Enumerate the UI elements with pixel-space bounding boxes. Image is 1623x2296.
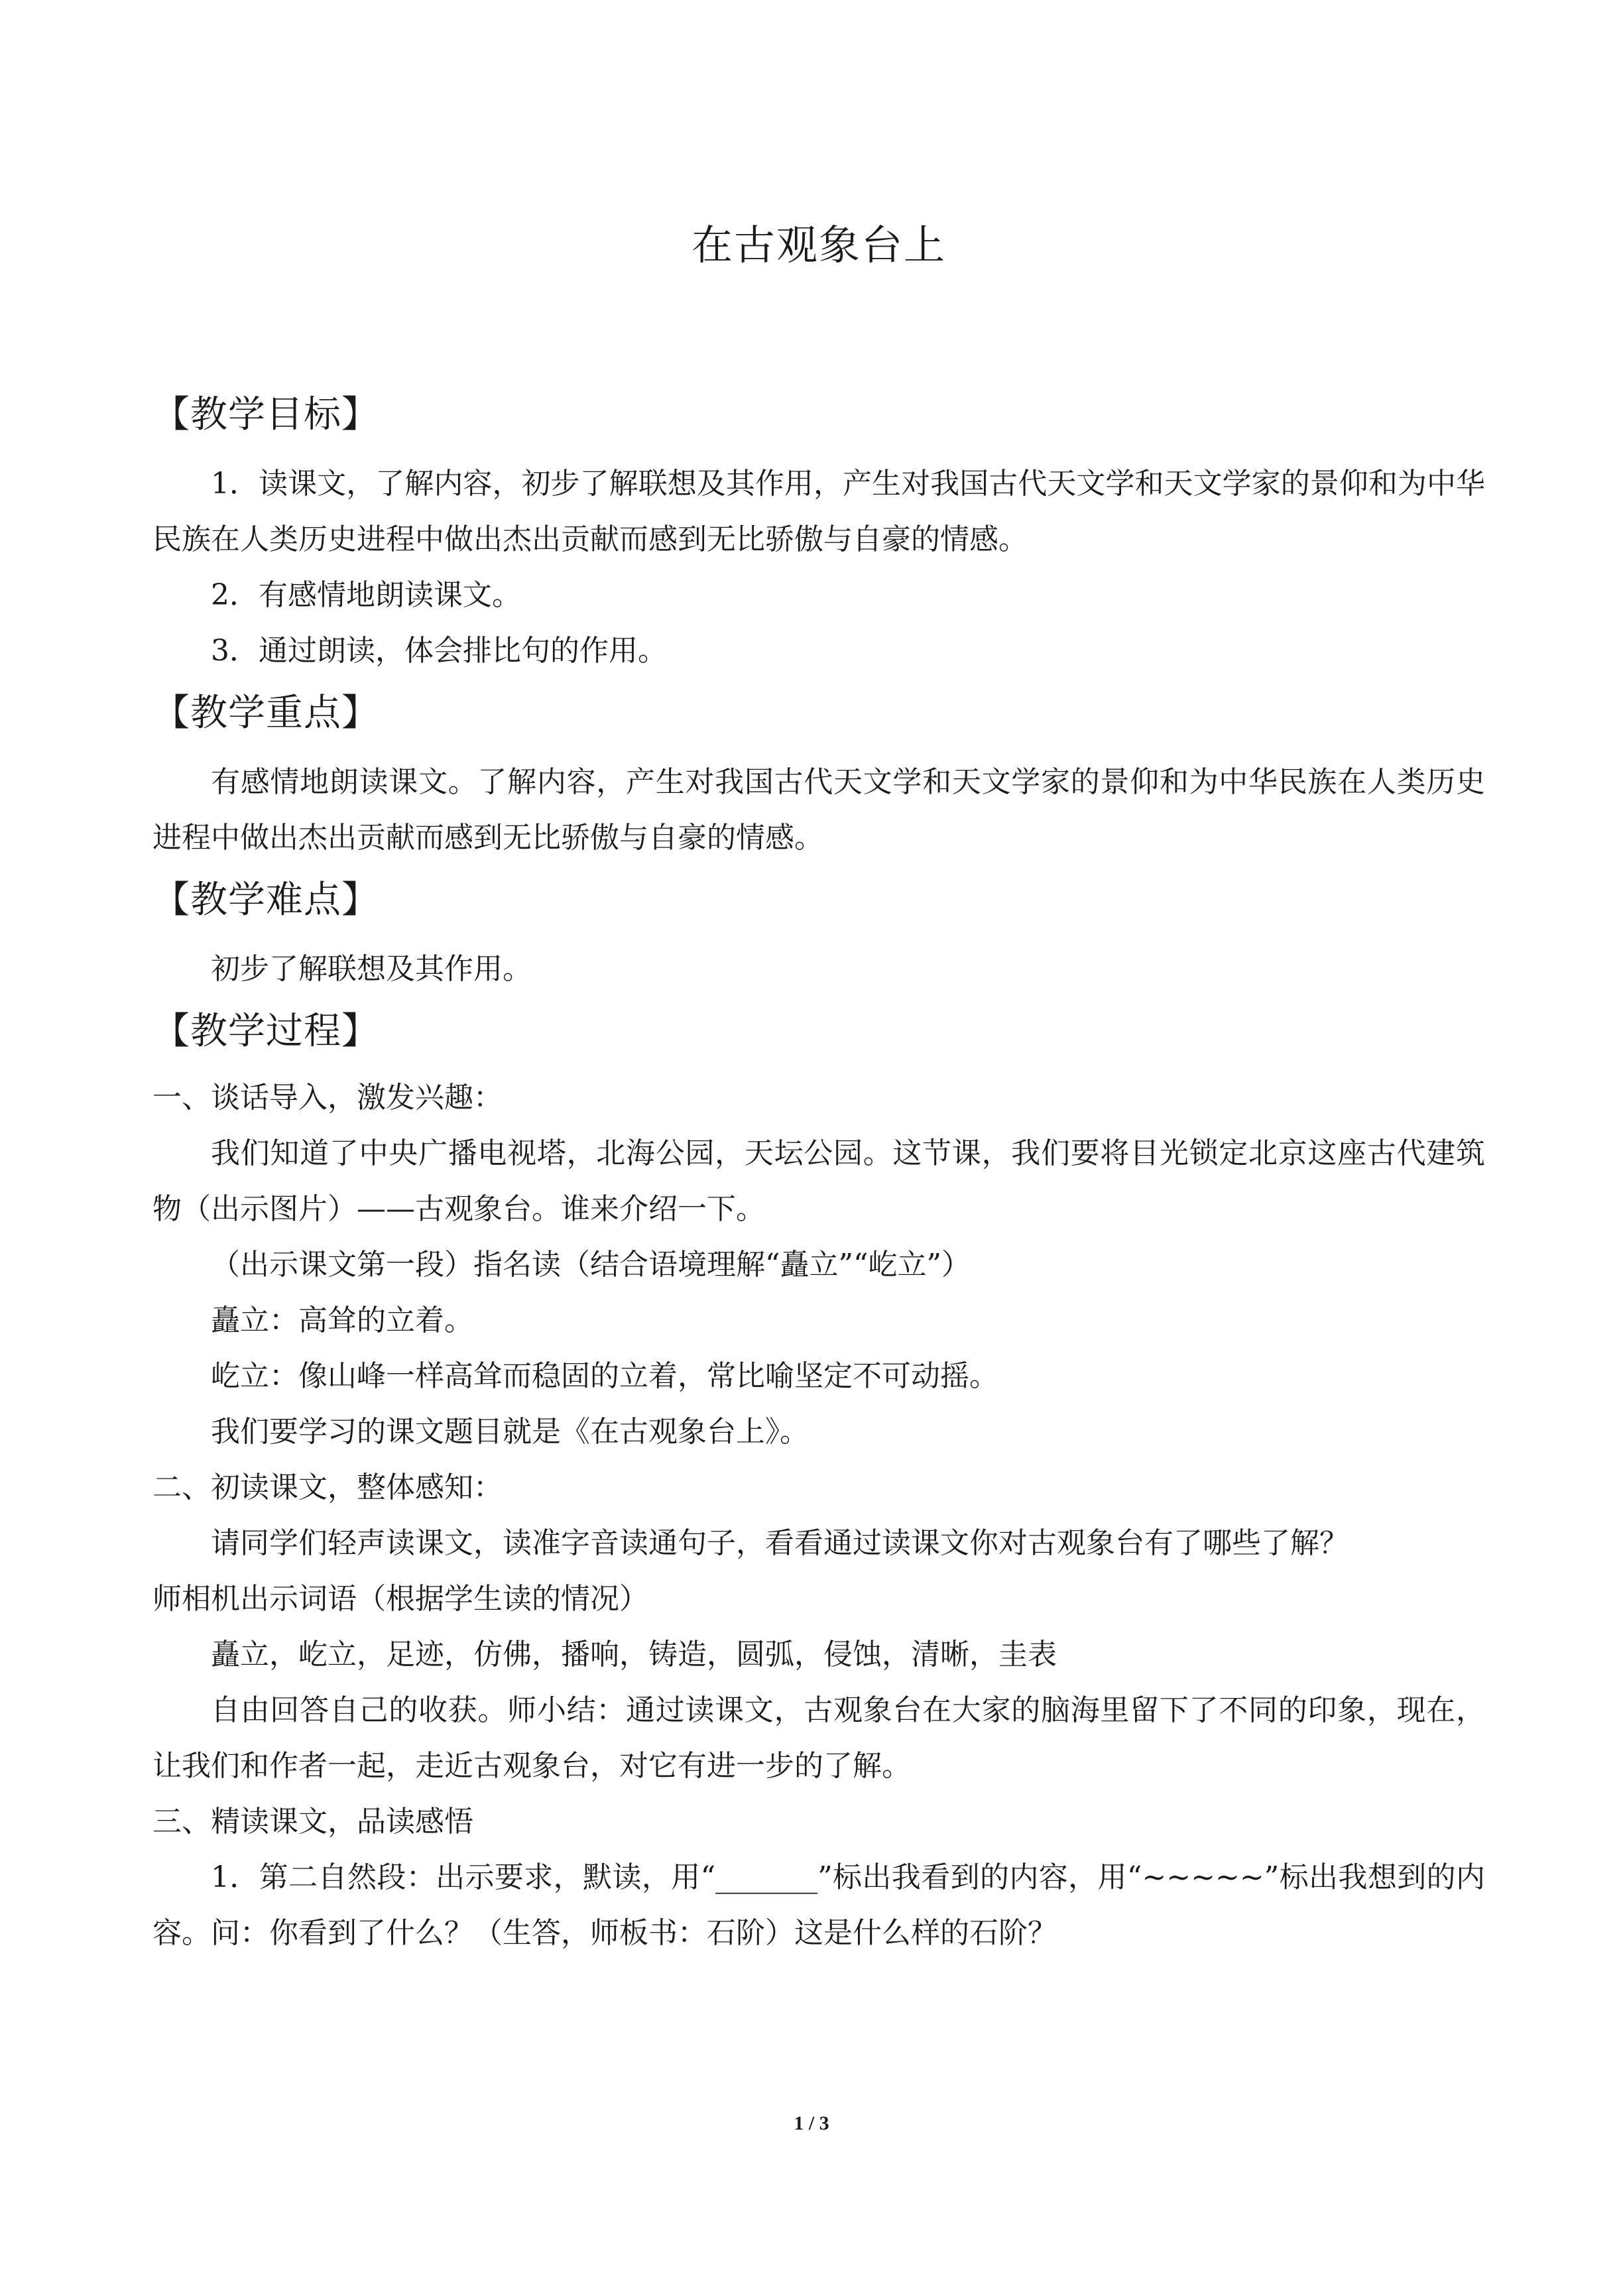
process-part-title: 一、谈话导入，激发兴趣：: [152, 1081, 503, 1115]
process-paragraph: 屹立：像山峰一样高耸而稳固的立着，常比喻坚定不可动摇。: [211, 1359, 998, 1393]
section-heading-key-points: 【教学重点】: [152, 692, 379, 735]
page-number: 1 / 3: [794, 2112, 829, 2134]
process-paragraph: 师相机出示词语（根据学生读的情况）: [152, 1582, 648, 1616]
process-paragraph: 自由回答自己的收获。师小结：通过读课文，古观象台在大家的脑海里留下了不同的印象，现在，让我们和作者一起，走近古观象台，对它有进一步的了解。: [152, 1693, 1485, 1783]
document-body: [152, 381, 1485, 1961]
difficulties-text: 初步了解联想及其作用。: [211, 952, 532, 986]
vocabulary-list: 矗立，屹立，足迹，仿佛，播响，铸造，圆弧，侵蚀，清晰，圭表: [211, 1638, 1057, 1671]
process-paragraph: 我们知道了中央广播电视塔，北海公园，天坛公园。这节课，我们要将目光锁定北京这座古代建筑物（出示图片）——古观象台。谁来介绍一下。: [152, 1136, 1485, 1226]
page-title: 在古观象台上: [691, 221, 946, 269]
section-heading-goals: 【教学目标】: [152, 393, 379, 436]
process-part-title: 三、精读课文，品读感悟: [152, 1805, 473, 1839]
goal-item: 2．有感情地朗读课文。: [211, 578, 521, 612]
process-paragraph: 请同学们轻声读课文，读准字音读通句子，看看通过读课文你对古观象台有了哪些了解？: [211, 1526, 1349, 1560]
goal-item: 3．通过朗读，体会排比句的作用。: [211, 634, 667, 668]
section-heading-process: 【教学过程】: [152, 1010, 379, 1053]
section-heading-difficulties: 【教学难点】: [152, 878, 379, 922]
goal-item: 1．读课文，了解内容，初步了解联想及其作用，产生对我国古代天文学和天文学家的景仰和为中华民族在人类历史进程中做出杰出贡献而感到无比骄傲与自豪的情感。: [152, 467, 1485, 556]
key-points-text: 有感情地朗读课文。了解内容，产生对我国古代天文学和天文学家的景仰和为中华民族在人类历史进程中做出杰出贡献而感到无比骄傲与自豪的情感。: [152, 765, 1485, 855]
process-part-title: 二、初读课文，整体感知：: [152, 1471, 503, 1504]
process-paragraph: 1．第二自然段：出示要求，默读，用“_______”标出我看到的内容，用“~~~~~”标出我想到的内容。问：你看到了什么？（生答，师板书：石阶）这是什么样的石阶？: [152, 1860, 1485, 1950]
process-paragraph: 我们要学习的课文题目就是《在古观象台上》。: [211, 1415, 809, 1449]
process-paragraph: （出示课文第一段）指名读（结合语境理解“矗立”“屹立”）: [211, 1248, 971, 1282]
process-paragraph: 矗立：高耸的立着。: [211, 1303, 473, 1337]
